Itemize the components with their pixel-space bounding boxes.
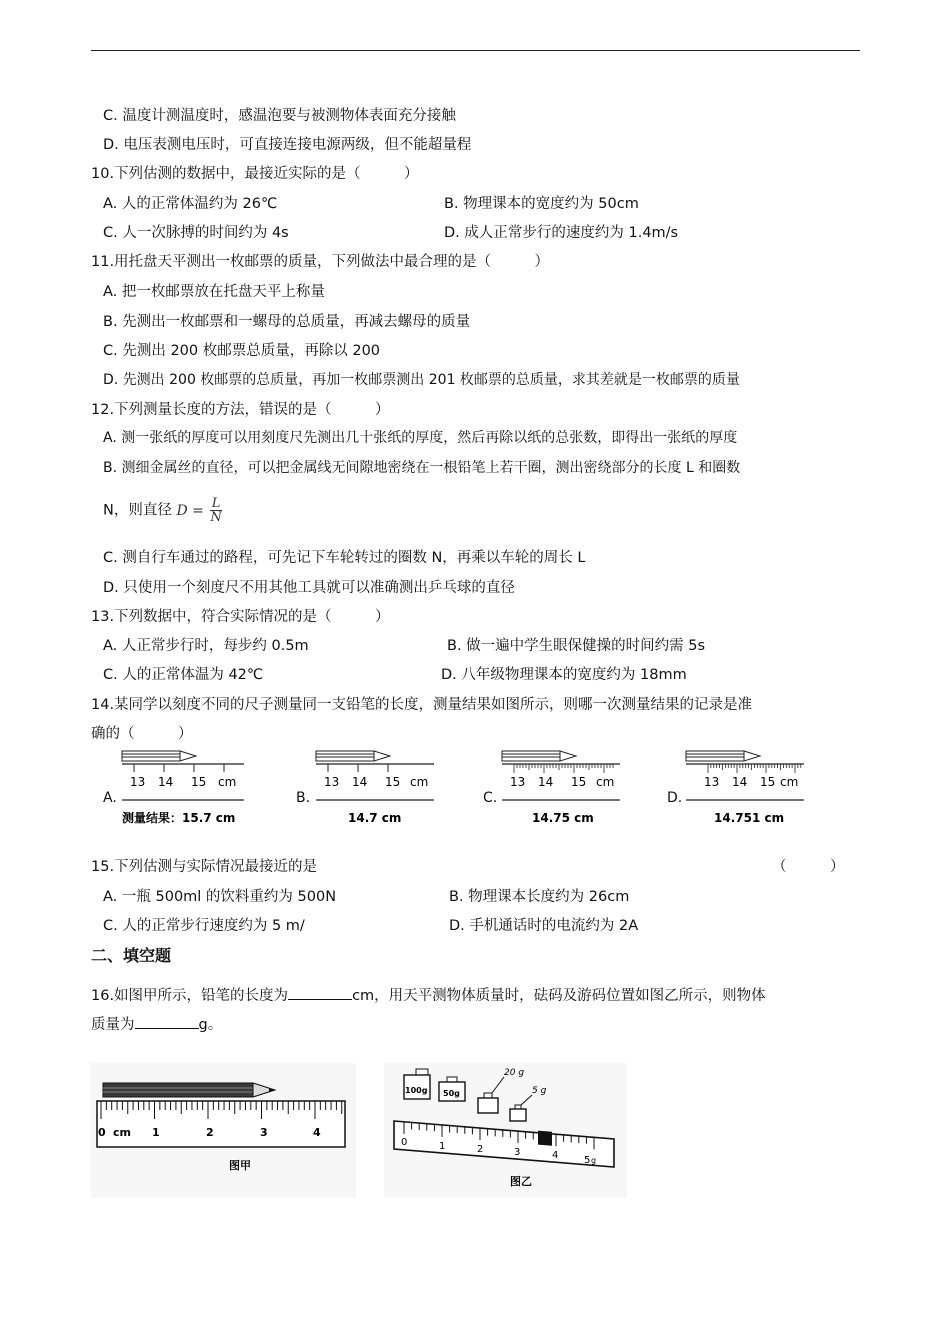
q12-option-d: D. 只使用一个刻度尺不用其他工具就可以准确测出乒乓球的直径	[103, 580, 515, 596]
tick-14: 14	[352, 775, 368, 789]
pencil-icon	[686, 751, 760, 761]
q11-stem: 11.用托盘天平测出一枚邮票的质量，下列做法中最合理的是（ ）	[91, 254, 550, 270]
q13-option-a: A. 人正常步行时，每步约 0.5m	[103, 638, 309, 654]
q12-stem: 12.下列测量长度的方法，错误的是（ ）	[91, 402, 390, 418]
formula-denominator: N	[210, 510, 222, 525]
ruler-tick-label: 1	[152, 1126, 160, 1139]
tick-unit: cm	[410, 775, 429, 789]
mm-ticks	[708, 764, 801, 773]
tick-15: 15	[760, 775, 776, 789]
q12-option-c: C. 测自行车通过的路程，可先记下车轮转过的圈数 N，再乘以车轮的周长 L	[103, 550, 586, 566]
tick-14: 14	[732, 775, 748, 789]
ruler-tick-label: 4	[313, 1126, 321, 1139]
q11-option-a: A. 把一枚邮票放在托盘天平上称量	[103, 284, 325, 300]
tick-13: 13	[510, 775, 526, 789]
q10-option-b: B. 物理课本的宽度约为 50cm	[444, 196, 639, 212]
q14-label-d: D.	[667, 790, 683, 806]
q15-option-c: C. 人的正常步行速度约为 5 m/	[103, 918, 305, 934]
q14-stem-line1: 14.某同学以刻度不同的尺子测量同一支铅笔的长度，测量结果如图所示，则哪一次测量结果的记录是准	[91, 697, 753, 713]
q10-option-d: D. 成人正常步行的速度约为 1.4m/s	[444, 225, 679, 241]
q13-option-d: D. 八年级物理课本的宽度约为 18mm	[441, 667, 687, 683]
weight-label: 5 g	[532, 1086, 547, 1096]
tick-13: 13	[704, 775, 720, 789]
q9-option-d: D. 电压表测电压时，可直接连接电源两级，但不能超量程	[103, 137, 472, 153]
q10-stem: 10.下列估测的数据中，最接近实际的是（ ）	[91, 166, 419, 182]
tick-15: 15	[191, 775, 207, 789]
pencil-icon	[122, 751, 196, 761]
figure-caption-yi: 图乙	[510, 1175, 532, 1188]
q16-line2-text-a: 质量为	[91, 1017, 135, 1033]
header-rule	[91, 50, 860, 51]
result-b: 14.7 cm	[348, 811, 402, 825]
tick-unit: cm	[218, 775, 237, 789]
q15-option-a: A. 一瓶 500ml 的饮料重约为 500N	[103, 889, 337, 905]
result-a: 测量结果：15.7 cm	[122, 811, 236, 825]
q10-option-c: C. 人一次脉搏的时间约为 4s	[103, 225, 289, 241]
formula-numerator: L	[211, 496, 221, 511]
q14-label-a: A.	[103, 790, 117, 806]
q14-stem-line2: 确的（ ）	[91, 726, 193, 742]
q13-stem: 13.下列数据中，符合实际情况的是（ ）	[91, 609, 390, 625]
q12-option-a: A. 测一张纸的厚度可以用刻度尺先测出几十张纸的厚度，然后再除以纸的总张数，即得出一张纸的厚度	[103, 430, 738, 446]
q14-label-c: C.	[483, 790, 498, 806]
beam-tick-label: 4	[552, 1150, 559, 1161]
q16-line1-text-a: 16.如图甲所示，铅笔的长度为	[91, 988, 289, 1004]
q16-line1	[91, 984, 766, 1005]
diameter-formula	[176, 496, 222, 525]
beam-tick-label: 1	[439, 1141, 446, 1152]
q10-option-a: A. 人的正常体温约为 26℃	[103, 196, 278, 212]
beam-tick-label: 2	[477, 1144, 484, 1155]
tick-15: 15	[571, 775, 587, 789]
tick-14: 14	[538, 775, 554, 789]
answer-blank-mass[interactable]	[135, 1016, 199, 1029]
pencil-icon	[316, 751, 390, 761]
q14-label-b: B.	[296, 790, 311, 806]
q15-option-d: D. 手机通话时的电流约为 2A	[449, 918, 639, 934]
weight-label: 50g	[443, 1089, 460, 1098]
ruler-tick-label: cm	[113, 1126, 131, 1139]
figure-caption-jia: 图甲	[229, 1159, 251, 1172]
ruler	[97, 1101, 345, 1147]
q9-option-c: C. 温度计测温度时，感温泡要与被测物体表面充分接触	[103, 108, 456, 124]
formula-lhs: D =	[176, 502, 204, 519]
beam-tick-label: 3	[514, 1147, 521, 1158]
beam-tick-label: 5	[584, 1155, 591, 1166]
weight-label: 20 g	[504, 1068, 525, 1078]
q13-option-c: C. 人的正常体温为 42℃	[103, 667, 264, 683]
answer-blank-length[interactable]	[288, 987, 352, 1000]
weight-label: 100g	[405, 1086, 428, 1095]
result-d: 14.751 cm	[714, 811, 785, 825]
q16-line1-text-b: cm，用天平测物体质量时，砝码及游码位置如图乙所示，则物体	[352, 988, 766, 1004]
q12-option-b-text: N，则直径	[103, 502, 172, 519]
tick-13: 13	[324, 775, 340, 789]
ruler-tick-label: 2	[206, 1126, 214, 1139]
tick-14: 14	[158, 775, 174, 789]
q15-paren: （ ）	[772, 859, 845, 875]
pencil-icon	[103, 1083, 275, 1097]
q14-figure-d	[682, 748, 812, 830]
q11-option-b: B. 先测出一枚邮票和一螺母的总质量，再减去螺母的质量	[103, 314, 471, 330]
result-c: 14.75 cm	[532, 811, 594, 825]
q14-figure-b	[312, 748, 442, 830]
ruler-tick-label: 0	[98, 1126, 106, 1139]
figure-jia	[91, 1063, 356, 1198]
q12-option-b-cont	[103, 497, 222, 524]
q11-option-c: C. 先测出 200 枚邮票总质量，再除以 200	[103, 343, 381, 359]
figure-yi	[384, 1063, 627, 1198]
tick-unit: cm	[780, 775, 799, 789]
q14-figure-a	[118, 748, 258, 830]
tick-13: 13	[130, 775, 146, 789]
q14-figure-c	[498, 748, 628, 830]
rider-icon	[538, 1131, 552, 1146]
q16-line2-text-b: g。	[198, 1017, 223, 1033]
ruler-tick-label: 3	[260, 1126, 268, 1139]
section-heading: 二、填空题	[91, 946, 172, 965]
beam-tick-label: 0	[401, 1137, 408, 1148]
q12-option-b: B. 测细金属丝的直径，可以把金属线无间隙地密绕在一根铅笔上若干圈，测出密绕部分的长度 L 和圈数	[103, 460, 741, 476]
q16-line2	[91, 1013, 222, 1034]
beam-tick-label: g	[591, 1156, 597, 1165]
tick-15: 15	[385, 775, 401, 789]
pencil-icon	[502, 751, 576, 761]
tick-unit: cm	[596, 775, 615, 789]
q15-option-b: B. 物理课本长度约为 26cm	[449, 889, 630, 905]
q11-option-d: D. 先测出 200 枚邮票的总质量，再加一枚邮票测出 201 枚邮票的总质量，求其差就是一枚邮票的质量	[103, 372, 740, 388]
q13-option-b: B. 做一遍中学生眼保健操的时间约需 5s	[447, 638, 706, 654]
q15-stem: 15.下列估测与实际情况最接近的是	[91, 859, 318, 875]
formula-fraction	[210, 497, 221, 524]
mm-ticks	[514, 764, 613, 773]
